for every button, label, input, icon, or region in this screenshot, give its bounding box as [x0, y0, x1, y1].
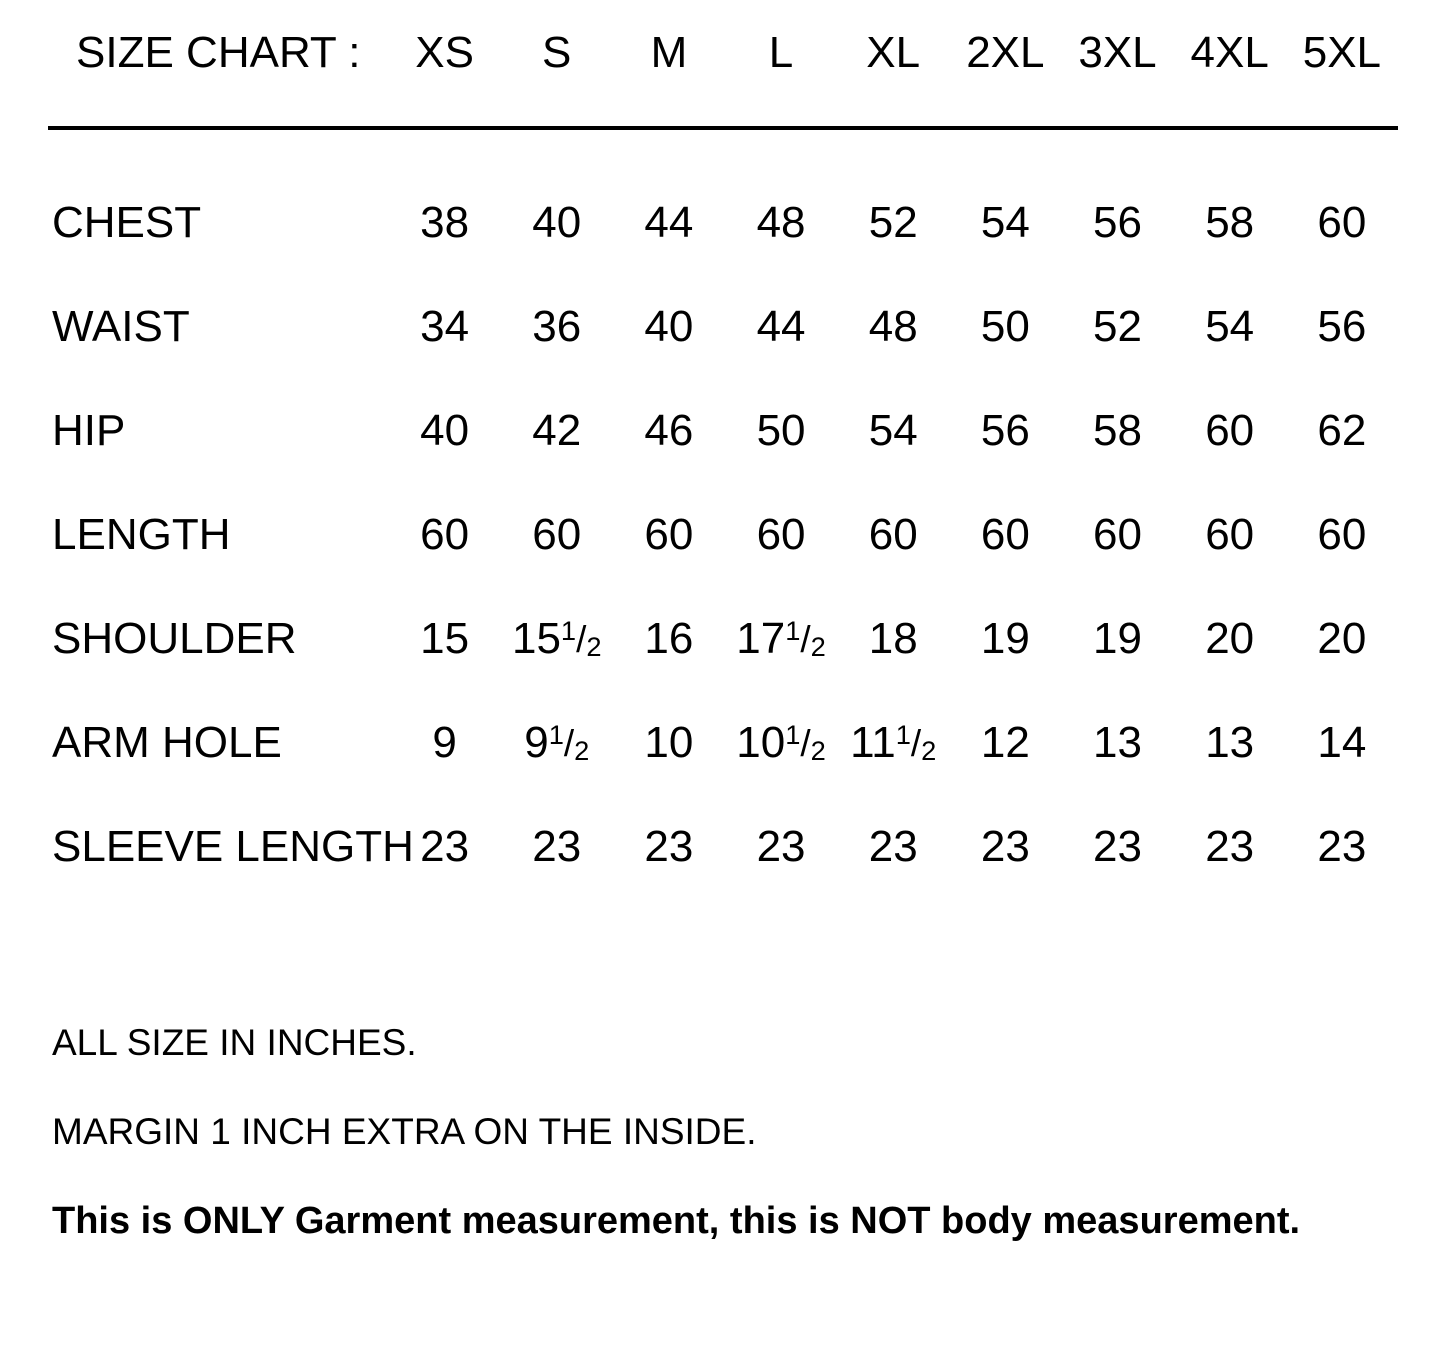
- cell-length-4xl: 60: [1205, 510, 1255, 559]
- table-row: [48, 408, 1398, 512]
- cell-shoulder-5xl: 20: [1317, 614, 1367, 663]
- header-row: [48, 30, 1398, 126]
- cell-sleeve-length-xs: 23: [420, 822, 470, 871]
- cell-sleeve-length-3xl: 23: [1093, 822, 1142, 871]
- cell-shoulder-4xl: 20: [1205, 614, 1255, 663]
- cell-length-s: 60: [532, 510, 582, 559]
- cell-chest-l: 48: [756, 198, 806, 247]
- cell-sleeve-length-m: 23: [644, 822, 694, 871]
- cell-length-m: 60: [644, 510, 694, 559]
- row-label-length: LENGTH: [52, 510, 231, 559]
- cell-hip-s: 42: [532, 406, 582, 455]
- cell-length-xl: 60: [868, 510, 918, 559]
- row-label-shoulder: SHOULDER: [52, 614, 297, 663]
- cell-hip-xs: 40: [420, 406, 470, 455]
- cell-shoulder-2xl: 19: [980, 614, 1030, 663]
- note-units: ALL SIZE IN INCHES.: [52, 1022, 417, 1063]
- cell-arm-hole-3xl: 13: [1093, 718, 1142, 767]
- cell-arm-hole-l: 101/2: [736, 718, 826, 767]
- row-label-arm-hole: ARM HOLE: [52, 718, 282, 767]
- cell-chest-4xl: 58: [1205, 198, 1255, 247]
- cell-hip-4xl: 60: [1205, 406, 1255, 455]
- size-chart-table: [48, 30, 1398, 928]
- cell-sleeve-length-l: 23: [756, 822, 806, 871]
- cell-hip-xl: 54: [868, 406, 918, 455]
- cell-hip-2xl: 56: [980, 406, 1030, 455]
- column-header-2xl: 2XL: [966, 28, 1045, 77]
- cell-waist-s: 36: [532, 302, 582, 351]
- column-header-m: M: [650, 28, 688, 77]
- table-body: [48, 130, 1398, 928]
- column-header-4xl: 4XL: [1190, 28, 1269, 77]
- cell-shoulder-xl: 18: [868, 614, 918, 663]
- cell-chest-s: 40: [532, 198, 582, 247]
- cell-waist-m: 40: [644, 302, 694, 351]
- row-label-chest: CHEST: [52, 198, 202, 247]
- body-top-spacer: [48, 130, 1398, 200]
- cell-chest-2xl: 54: [980, 198, 1030, 247]
- cell-chest-5xl: 60: [1317, 198, 1367, 247]
- row-label-sleeve-length: SLEEVE LENGTH: [52, 822, 414, 871]
- cell-hip-l: 50: [756, 406, 806, 455]
- cell-chest-m: 44: [644, 198, 694, 247]
- column-header-xl: XL: [866, 28, 921, 77]
- spacer-cell: [48, 130, 1398, 200]
- table-row: [48, 616, 1398, 720]
- table-row: [48, 200, 1398, 304]
- cell-hip-5xl: 62: [1317, 406, 1367, 455]
- note-disclaimer: This is ONLY Garment measurement, this is NOT body measurement.: [52, 1200, 1301, 1242]
- cell-length-5xl: 60: [1317, 510, 1367, 559]
- table-row: [48, 824, 1398, 928]
- row-label-waist: WAIST: [52, 302, 190, 351]
- cell-arm-hole-m: 10: [644, 718, 694, 767]
- cell-waist-2xl: 50: [980, 302, 1030, 351]
- cell-sleeve-length-5xl: 23: [1317, 822, 1367, 871]
- table-head: [48, 30, 1398, 130]
- cell-waist-xs: 34: [420, 302, 470, 351]
- table-row: [48, 720, 1398, 824]
- cell-waist-l: 44: [756, 302, 806, 351]
- cell-hip-3xl: 58: [1093, 406, 1142, 455]
- cell-sleeve-length-s: 23: [532, 822, 582, 871]
- cell-length-l: 60: [756, 510, 806, 559]
- cell-shoulder-s: 151/2: [511, 614, 602, 663]
- table-row: [48, 304, 1398, 408]
- cell-sleeve-length-xl: 23: [868, 822, 918, 871]
- row-label-hip: HIP: [52, 406, 126, 455]
- cell-chest-xs: 38: [420, 198, 470, 247]
- cell-length-xs: 60: [420, 510, 470, 559]
- cell-arm-hole-2xl: 12: [980, 718, 1030, 767]
- cell-shoulder-3xl: 19: [1093, 614, 1142, 663]
- cell-length-3xl: 60: [1093, 510, 1142, 559]
- cell-waist-5xl: 56: [1317, 302, 1367, 351]
- note-margin: MARGIN 1 INCH EXTRA ON THE INSIDE.: [52, 1111, 757, 1152]
- cell-shoulder-m: 16: [644, 614, 694, 663]
- cell-length-2xl: 60: [980, 510, 1030, 559]
- cell-arm-hole-s: 91/2: [524, 718, 590, 767]
- cell-waist-xl: 48: [868, 302, 918, 351]
- column-header-xs: XS: [415, 28, 474, 77]
- cell-chest-xl: 52: [868, 198, 918, 247]
- column-header-5xl: 5XL: [1302, 28, 1382, 77]
- cell-sleeve-length-4xl: 23: [1205, 822, 1255, 871]
- cell-shoulder-xs: 15: [420, 614, 470, 663]
- cell-waist-4xl: 54: [1205, 302, 1255, 351]
- cell-waist-3xl: 52: [1093, 302, 1142, 351]
- cell-arm-hole-xl: 111/2: [850, 718, 937, 767]
- cell-chest-3xl: 56: [1093, 198, 1142, 247]
- cell-hip-m: 46: [644, 406, 694, 455]
- table-row: [48, 512, 1398, 616]
- cell-sleeve-length-2xl: 23: [980, 822, 1030, 871]
- column-header-l: L: [768, 28, 794, 77]
- cell-arm-hole-4xl: 13: [1205, 718, 1255, 767]
- column-header-3xl: 3XL: [1078, 28, 1157, 77]
- cell-arm-hole-xs: 9: [432, 718, 457, 767]
- cell-shoulder-l: 171/2: [736, 614, 826, 663]
- column-header-s: S: [542, 28, 572, 77]
- chart-title: SIZE CHART :: [76, 28, 361, 77]
- notes-section: [48, 1024, 1397, 1240]
- cell-arm-hole-5xl: 14: [1317, 718, 1367, 767]
